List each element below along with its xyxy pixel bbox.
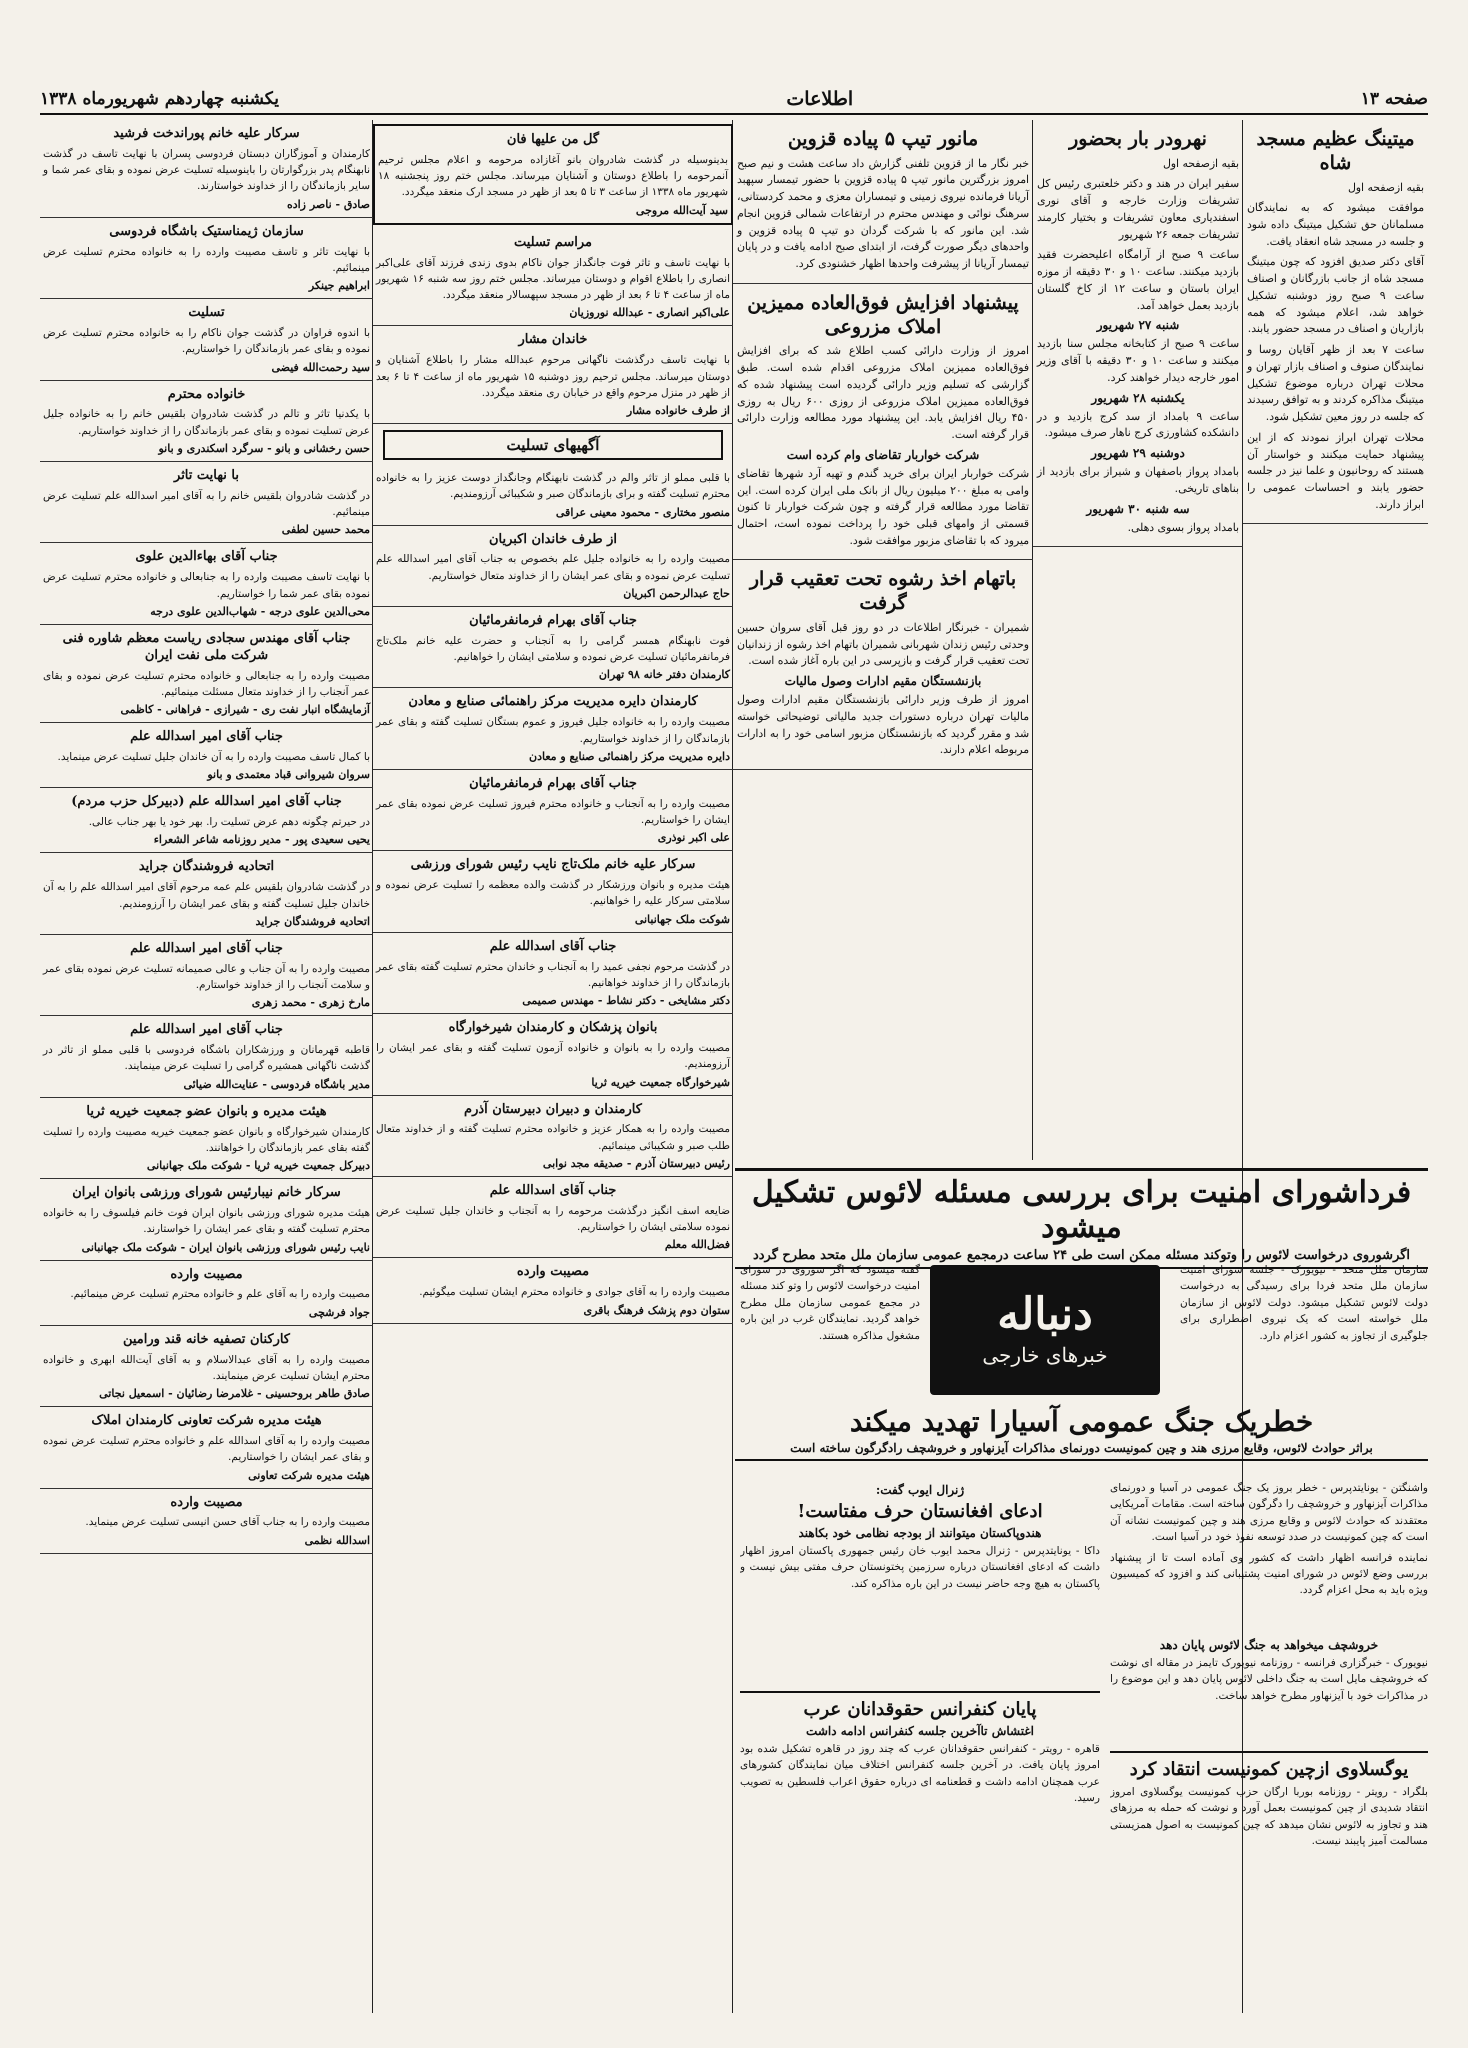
notice (373, 933, 733, 1014)
notice-text: در گذشت شادروان بلقیس خانم را به آقای امیر اسدالله علم تسلیت عرض مینمائیم. (43, 489, 370, 519)
notice (40, 462, 373, 543)
notice-signature: مارخ زهری - محمد زهری (251, 996, 370, 1010)
notice-signature: علی اکبر نوذری (657, 831, 730, 845)
notice-text: با یکدنیا تاثر و تالم در گذشت شادروان بلقیس خانم را به خانواده جلیل عرض تسلیت نموده و بقای عمر بازماندگان را از خداوند خواستاریم. (43, 408, 370, 437)
headline: نهرودر بار بحضور (1069, 128, 1207, 150)
notice-text: کارمندان شیرخوارگاه و بانوان عضو جمعیت خیریه مصیبت وارده را تسلیت گفته بقای عمر بازماندگان را خواهانند. (43, 1125, 370, 1154)
notice (373, 466, 733, 526)
paragraph: بامداد پرواز باصفهان و شیراز برای بازدید از بناهای تاریخی. (1037, 465, 1239, 495)
notice-title: سازمان ژیمناستیک باشگاه فردوسی (109, 223, 304, 239)
notice (40, 381, 373, 462)
notice-title: جناب آقای بهرام فرمانفرمائیان (469, 775, 637, 791)
notice-signature: هیئت مدیره شرکت تعاونی (248, 1468, 370, 1482)
notice-title: تسلیت (188, 305, 225, 321)
headline: میتینگ عظیم مسجد شاه (1256, 128, 1415, 174)
banner-title: دنباله (997, 1289, 1093, 1340)
notice (373, 770, 733, 851)
day-heading: دوشنبه ۲۹ شهریور (1091, 446, 1185, 461)
un-security-council-headline (735, 1168, 1428, 1269)
notice-text: مصیبت وارده را به خانواده جلیل علم بخصوص به جناب آقای امیر اسدالله علم تسلیت عرض نموده و بقای عمر ایشان را از خداوند متعال خواستاریم. (376, 553, 730, 582)
notice-title: سرکار علیه خانم پوراندخت فرشید (113, 126, 300, 141)
notice-text: مصیبت وارده را به آن جناب و عالی صمیمانه تسلیت عرض نموده بقای عمر و سلامت آنجناب را از خداوند خواستارم. (43, 962, 370, 991)
notice (373, 229, 733, 327)
paragraph: بقیه ازصفحه اول (1162, 156, 1239, 170)
notice-signature: آزمایشگاه انبار نفت ری - شیرازی - فراهانی - کاظمی (120, 703, 370, 717)
article-bribery (733, 560, 1033, 770)
notice-signature: صادق طاهر بروحسینی - غلامرضا رضائیان - اسمعیل نجاتی (99, 1387, 370, 1401)
notice-title: کارمندان دایره مدیریت مرکز راهنمائی صنایع و معادن (408, 694, 698, 710)
news-column (1180, 1262, 1428, 1400)
notice-signature: رئیس دبیرستان آذرم - صدیقه مجد نوابی (542, 1156, 730, 1170)
notice-title: جناب آقای امیر اسدالله علم (دبیرکل حزب مردم) (71, 794, 342, 810)
notice-text: مصیبت وارده را به بانوان و خانواده آزمون تسلیت گفته و بقای عمر ایشان را آرزومندیم. (376, 1042, 730, 1071)
khrushchev-article (1110, 1635, 1428, 1740)
notice-text: با اندوه فراوان در گذشت جوان ناکام را به خانواده محترم تسلیت عرض نموده و بقای عمر بازماندگان را خواستاریم. (43, 327, 370, 356)
notice-signature: ستوان دوم پزشک فرهنگ باقری (583, 1303, 730, 1317)
notice-title: سرکار علیه خانم ملک‌تاج نایب رئیس شورای ورزشی (410, 857, 696, 873)
notice-title: هیئت مدیره و بانوان عضو جمعیت خیریه ثریا (86, 1103, 327, 1119)
notice-title: مصیبت وارده (170, 1266, 243, 1282)
notice (40, 1326, 373, 1407)
notice (373, 1096, 733, 1177)
article-nehru (1033, 120, 1243, 547)
banner-subtitle: خبرهای خارجی (982, 1343, 1108, 1367)
notice (373, 1258, 733, 1323)
headline: باتهام اخذ رشوه تحت تعقیب قرار گرفت (749, 568, 1017, 615)
notice-title: کارمندان و دبیران دبیرستان آذرم (464, 1101, 642, 1117)
notice-text: مصیبت وارده را به همکار عزیز و خانواده محترم تسلیت گفته و از خداوند متعال طلب صبر و شکیبائی مینمائیم. (376, 1123, 730, 1152)
subheadline: هندوپاکستان میتوانند از بودجه نظامی خود بکاهند (798, 1526, 1042, 1540)
paragraph: شمیران - خبرنگار اطلاعات در دو روز قبل آقای سروان حسین وحدتی رئیس زندان شهربانی شمیران باتهام اخذ رشوه از زندانیان تحت تعقیب قرار گرفت و بازپرسی در این باره آغاز شده است. (737, 620, 1029, 668)
column-2 (1033, 120, 1243, 1160)
notice-signature: دبیرکل جمعیت خیریه ثریا - شوکت ملک جهانبانی (146, 1159, 370, 1173)
paragraph: آقای دکتر صدیق افزود که چون میتینگ مسجد شاه از جانب بازرگانان و اصناف ساعت ۹ صبح روز دوشنبه تشکیل خواهد شد، اعلام میشود که همه بازاریان و اصناف در مسجد حضور یابند. (1247, 255, 1424, 336)
paper-title: اطلاعات (786, 88, 854, 110)
notice-text: مصیبت وارده را به آقای عبدالاسلام و به آقای آیت‌الله ابهری و خانواده محترم ایشان تسلیت عرض مینمایند. (43, 1353, 370, 1382)
notice-title: گل من علیها فان (506, 132, 600, 147)
notice-title: با نهایت تاثر (174, 467, 239, 483)
notice-title: جناب آقای مهندس سجادی ریاست معظم شاوره فنی شرکت ملی نفت ایران (62, 630, 351, 663)
day-heading: سه شنبه ۳۰ شهریور (1086, 501, 1190, 516)
subheadline: اگرشوروی درخواست لائوس را وتوکند مسئله ممکن است طی ۲۴ ساعت درمجمع عمومی سازمان ملل متحد مطرح گردد (752, 1248, 1411, 1263)
notice-signature: اتحادیه فروشندگان جراید (255, 914, 370, 928)
asia-war-headline (735, 1405, 1428, 1461)
divider (740, 1691, 1100, 1693)
column-3 (733, 120, 1033, 1160)
notice (373, 607, 733, 688)
paragraph: ساعت ۹ بامداد از سد کرج بازدید و در دانشکده کشاورزی کرج ناهار صرف میشود. (1037, 409, 1240, 440)
notice-title: خاندان مشار (518, 332, 588, 348)
divider (1110, 1751, 1428, 1753)
paragraph: واشنگتن - یونایتدپرس - خطر بروز یک جنگ عمومی در آسیا و دورنمای مذاکرات آیزنهاور و خروشچف را دگرگون ساخته است. مقامات آمریکایی معتقدند که حوادث لائوس و وقایع مرزی هند و چین کمونیست نشانه آن است که چین کمونیست در صدد توسعه نفوذ خود در آسیا است. (1110, 1482, 1428, 1544)
notice (40, 853, 373, 934)
notice (40, 1407, 373, 1488)
notice-text: مصیبت وارده را به آقای اسدالله علم و خانواده محترم تسلیت عرض نموده و بقای عمر ایشان را خواستاریم. (43, 1435, 370, 1464)
notice-signature: سید آیت‌الله مروجی (635, 203, 728, 217)
article-assessors (733, 284, 1033, 561)
notice-signature: علی‌اکبر انصاری - عبدالله نوروزیان (569, 306, 730, 320)
notice-signature: دکتر مشایخی - دکتر نشاط - مهندس صمیمی (522, 994, 730, 1008)
notice-text: با نهایت تاسف درگذشت ناگهانی مرحوم عبدالله مشار را باطلاع آشنایان و دوستان میرساند. مجلس ترحیم روز دوشنبه ۱۵ شهریور ماه از ساعت ۴ تا ۶ بعد از ظهر در منزل مرحوم واقع در خیابان ری منعقد میگردد. (376, 354, 731, 399)
notice-text: با قلبی مملو از تاثر والم در گذشت نابهنگام وجانگداز دوست عزیز را به خانواده محترم تسلیت گفته و برای بازماندگان صبر و شکیبائی آرزومندیم. (376, 472, 730, 501)
notice-title: هیئت مدیره شرکت تعاونی کارمندان املاک (91, 1413, 322, 1429)
notice-title: جناب آقای امیر اسدالله علم (130, 1022, 283, 1038)
notice-title: جناب آقای اسدالله علم (489, 938, 617, 954)
paragraph: داکا - یونایتدپرس - ژنرال محمد ایوب خان رئیس جمهوری پاکستان امروز اظهار داشت که ادعای افغانستان درباره سرزمین پختونستان حرف مفتی بیش نیست و پاکستان به هیچ وجه حاضر نیست در این باره مذاکره کند. (740, 1545, 1100, 1590)
notice-text: در گذشت شادروان بلقیس علم عمه مرحوم آقای امیر اسدالله علم را به آن خاندان جلیل تسلیت گفته و بقای عمر ایشان را آرزومندیم. (43, 881, 370, 910)
arab-lawyers-article (740, 1685, 1100, 1995)
paragraph: موافقت میشود که به نمایندگان مسلمانان حق تشکیل میتینگ داده شود و جلسه در مسجد شاه انعقاد یافت. (1247, 201, 1424, 248)
column-4 (373, 120, 733, 2010)
notice-signature: منصور مختاری - محمود معینی عراقی (555, 505, 730, 519)
notice (373, 326, 733, 424)
notice (40, 1016, 373, 1097)
notice (40, 543, 373, 624)
notice-signature: محمد حسین لطفی (281, 523, 370, 537)
yugoslavia-article (1110, 1745, 1428, 2000)
notice-text: با نهایت تاسف و تاثر فوت جانگداز جوان ناکام بدوی زندی فرزند آقای علی‌اکبر انصاری را باطلاع اقوام و دوستان میرساند. مجلس ختم روز سه شنبه ۱۶ شهریور ماه از ساعت ۴ تا ۶ بعد از ظهر در مسجد سپهسالار منعقد میگردد. (376, 256, 731, 302)
paragraph: محلات تهران ابراز نمودند که از این پیشنهاد حمایت میکنند و خواستار آن هستند که روحانیون و علما نیز در جلسه حضور یابند و احساسات عمومی را ابراز دارند. (1247, 430, 1424, 511)
notice (40, 1098, 373, 1179)
notice (40, 1489, 373, 1554)
page-number: صفحه ۱۳ (1360, 89, 1428, 109)
notice-text: مصیبت وارده را به جناب آقای حسن انیسی تسلیت عرض مینماید. (85, 1516, 370, 1529)
notice-signature: صادق - ناصر زاده (286, 197, 370, 211)
paragraph: امروز از وزارت دارائی کسب اطلاع شد که برای افزایش فوق‌العاده ممیزین املاک مزروعی اقدام شده است. طبق گزارشی که تسلیم وزیر دارائی گردیده است پیشنهاد شده که فوق‌العاده ممیزین املاک مزروعی از روزی ۶۰۰ ریال به روزی ۴۵۰ ریال افزایش یابد. این پیشنهاد مورد مطالعه وزارت دارائی قرار گرفته است. (737, 344, 1029, 442)
notice-text: ضایعه اسف انگیز درگذشت مرحومه را به آنجناب و خاندان جلیل تسلیت عرض نموده سلامتی ایشان را خواستاریم. (376, 1204, 730, 1234)
notice (40, 788, 373, 853)
notice-signature: دایره مدیریت مرکز راهنمائی صنایع و معادن (529, 749, 730, 763)
afghanistan-article (740, 1480, 1100, 1675)
paragraph: سفیر ایران در هند و دکتر خلعتبری رئیس کل تشریفات وزارت خارجه و آقای نوری اسفندیاری معاون تشریفات و بختیار کارمند تشریفات جمعه ۲۶ شهریور (1037, 177, 1239, 241)
notice-signature: شیرخوارگاه جمعیت خیریه ثریا (591, 1075, 730, 1089)
notice-title: سرکار خانم نیبارئیس شورای ورزشی بانوان ایران (72, 1185, 341, 1201)
masthead (40, 85, 1428, 115)
article-mosque-rally (1243, 120, 1428, 524)
notice-text: مصیبت وارده را به جنابعالی و خانواده محترم تسلیت عرض نموده و بقای عمر آنجناب را از خداوند متعال مسئلت مینمائیم. (43, 669, 370, 698)
paragraph: قاهره - رویتر - کنفرانس حقوقدانان عرب که چند روز در قاهره تشکیل شده بود امروز پایان یافت. در آخرین جلسه کنفرانس اختلاف میان نمایندگان کشورهای عرب همچنان ادامه داشت و قطعنامه ای درباره حقوق اعراب فلسطین به تصویب رسید. (740, 1743, 1100, 1805)
subheading: شرکت خواربار تقاضای وام کرده است (786, 447, 980, 462)
notice (40, 625, 373, 723)
notice-signature: فضل‌الله معلم (664, 1238, 730, 1252)
headline: فرداشورای امنیت برای بررسی مسئله لائوس تشکیل میشود (751, 1175, 1412, 1245)
notice-title: بانوان پزشکان و کارمندان شیرخوارگاه (448, 1020, 658, 1036)
notice-signature: اسدالله نظمی (304, 1533, 370, 1547)
notice-text: در حیرتم چگونه دهم عرض تسلیت را. بهر خود یا بهر جناب عالی. (88, 816, 370, 829)
headline: خروشچف میخواهد به جنگ لائوس پایان دهد (1159, 1638, 1379, 1652)
notice-text: هیئت مدیره شورای ورزشی بانوان ایران فوت خانم فیلسوف را به خانواده محترم تسلیت گفته و بقای عمر ایشان را خواستارند. (43, 1207, 370, 1236)
notice (373, 688, 733, 769)
headline: خطریک جنگ عمومی آسیارا تهدید میکند (849, 1405, 1314, 1438)
paragraph: بقیه ازصفحه اول (1347, 180, 1424, 194)
notice-title: جناب آقای بهرام فرمانفرمائیان (469, 613, 637, 629)
notice-signature: حاج عبدالرحمن اکبریان (623, 587, 730, 601)
notice (373, 1014, 733, 1095)
notice-title: از طرف خاندان اکبریان (488, 531, 618, 547)
headline: پیشنهاد افزایش فوق‌العاده ممیزین املاک مزروعی (747, 291, 1019, 338)
notice-text: در گذشت مرحوم نجفی عمید را به آنجناب و خاندان محترم تسلیت گفته بقای عمر بازماندگان را از خداوند خواهانیم. (376, 960, 730, 989)
headline: یوگسلاوی ازچین کمونیست انتقاد کرد (1129, 1759, 1409, 1780)
paragraph: خبر نگار ما از قزوین تلفنی گزارش داد ساعت هشت و نیم صبح امروز بزرگترین مانور تیپ ۵ پیاده قزوین با حضور تیمسار سپهبد آریانا فرمانده نیروی زمینی و تیمساران معزی و محمد کردستانی، سرهنگ نوائی و مهندس محترم در ارتفاعات شمالی قزوین انجام شد. این مانور که با شرکت گردان دو تیپ ۵ پیاده قزوین و واحدهای دیگر صورت گرفت، از ابتدای صبح ادامه یافت و در پایان تیمسار آریانا از پیشرفت واحدها اظهار خشنودی کرد. (737, 156, 1029, 271)
paragraph: بامداد پرواز بسوی دهلی. (1127, 520, 1239, 534)
notice-title: مصیبت وارده (170, 1494, 243, 1510)
notice (40, 120, 373, 218)
kicker: ژنرال ایوب گفت: (875, 1483, 965, 1497)
notice-signature: سروان شیروانی قباد معتمدی و بانو (207, 768, 370, 782)
notice-text: مصیبت وارده را به خانواده جلیل فیروز و عموم بستگان تسلیت گفته و بقای عمر بازماندگان را از خداوند خواستاریم. (376, 716, 730, 745)
notice (40, 1179, 373, 1260)
paragraph: شرکت خواربار ایران برای خرید گندم و تهیه آرد شهرها تقاضای وامی به مبلغ ۲۰۰ میلیون ریال از بانک ملی ایران کرده است. این تقاضا مورد مطالعه قرار گرفته و چون شرکت خواربار تا کنون قسمتی از وامهای قبلی خود را پرداخت نموده است، احتمال میرود که با تقاضای مزبور موافقت شود. (737, 466, 1029, 547)
headline: پایان کنفرانس حقوقدانان عرب (803, 1699, 1037, 1720)
subheading: بازنشستگان مقیم ادارات وصول مالیات (784, 674, 982, 689)
notice (40, 723, 373, 788)
notice-text: قاطبه قهرمانان و ورزشکاران باشگاه فردوسی با قلبی مملو از تاثر در گذشت ناگهانی همشیره گرامی را تسلیت عرض مینمایند. (43, 1044, 370, 1073)
notice (40, 935, 373, 1016)
paragraph: نماینده فرانسه اظهار داشت که کشور وی آماده است تا از پیشنهاد بررسی وضع لائوس در شورای امنیت پشتیبانی کند و افزود که کمیسیون ویژه باید به محل اعزام گردد. (1110, 1551, 1428, 1597)
news-column (740, 1262, 920, 1400)
notice-text: با کمال تاسف مصیبت وارده را به آن خاندان جلیل تسلیت عرض مینماید. (57, 751, 370, 763)
day-heading: شنبه ۲۷ شهریور (1096, 318, 1180, 333)
notice-title: مصیبت وارده (516, 1264, 590, 1280)
notice-text: مصیبت وارده را به آنجناب و خانواده محترم فیروز تسلیت عرض نموده بقای عمر ایشان را خواستاریم. (376, 797, 730, 827)
notice-text: بدینوسیله در گذشت شادروان بانو آغازاده مرحومه و اعلام مجلس ترحیم آنمرحومه را باطلاع دوستان و آشنایان میرساند. مجلس ختم روز پنجشنبه ۱۸ شهریور ماه ۱۳۳۸ از ساعت ۳ تا ۵ بعد از ظهر در مسجد ارک منعقد میگردد. (378, 153, 728, 199)
notice-title: جناب آقای بهاءالدین علوی (135, 549, 278, 565)
paragraph: سازمان ملل متحد - نیویورک - جلسه شورای امنیت سازمان ملل متحد فردا برای رسیدگی به درخواست دولت لائوس تشکیل میشود. دولت لائوس از سازمان ملل خواسته است که یک نیروی اضطراری برای جلوگیری از تجاوز به کشور اعزام دارد. (1180, 1264, 1428, 1342)
issue-date: یکشنبه چهاردهم شهریورماه ۱۳۳۸ (40, 89, 279, 109)
notice-text: فوت نابهنگام همسر گرامی را به آنجناب و حضرت علیه خانم ملک‌تاج فرمانفرمائیان تسلیت عرض نموده و سلامتی ایشان را خواهانیم. (376, 634, 730, 664)
paragraph: ساعت ۹ صبح از کتابخانه مجلس سنا بازدید میکنند و ساعت ۱۰ و ۳۰ دقیقه با آقای وزیر امور خارجه دیدار خواهند کرد. (1037, 337, 1240, 384)
paragraph: بلگراد - رویتر - روزنامه بوربا ارگان حزب کمونیست یوگسلاوی امروز انتقاد شدیدی از چین کمونیست بعمل آورد و نوشت که حمله به مرزهای هند و تجاوز به لائوس نشان میدهد که چین کمونیست به اصول همزیستی مسالمت آمیز پایبند نیست. (1110, 1786, 1428, 1848)
notice (373, 124, 733, 225)
news-column (1110, 1480, 1428, 1630)
notice (373, 1177, 733, 1258)
notice (373, 851, 733, 932)
paragraph: گفته میشود که اگر شوروی در شورای امنیت درخواست لائوس را وتو کند مسئله در مجمع عمومی سازمان ملل مطرح خواهد گردید. نمایندگان غرب در این باره مشغول مذاکره هستند. (740, 1264, 920, 1342)
column-1 (1243, 120, 1428, 1160)
notice-title: خانواده محترم (167, 386, 246, 402)
notice-text: با نهایت تاثر و تاسف مصیبت وارده را به خانواده محترم تسلیت عرض مینمائیم. (43, 245, 370, 274)
subheadline: اغتشاش تاآخرین جلسه کنفرانس ادامه داشت (806, 1724, 1034, 1738)
notice-signature: سید رحمت‌الله فیضی (271, 360, 370, 374)
section-heading: آگهیهای تسلیت (383, 430, 723, 460)
notice-title: جناب آقای امیر اسدالله علم (130, 940, 283, 956)
headline: ادعای افغانستان حرف مفتاست! (797, 1501, 1043, 1522)
notice (373, 526, 733, 607)
notice-title: جناب آقای اسدالله علم (489, 1182, 617, 1198)
notice-signature: جواد فرشچی (308, 1305, 370, 1319)
notice (40, 1261, 373, 1326)
paragraph: نیویورک - خبرگزاری فرانسه - روزنامه نیویورک تایمز در مقاله ای نوشت که خروشچف مایل است به جنگ داخلی لائوس پایان دهد و این موضوع را در مذاکرات خود با آیزنهاور مطرح خواهد ساخت. (1110, 1657, 1428, 1702)
notice-signature: ابراهیم جینکر (308, 279, 370, 293)
notice-signature: یحیی سعیدی پور - مدیر روزنامه شاعر الشعراء (153, 833, 370, 847)
notice (40, 299, 373, 380)
notice (40, 218, 373, 299)
notice-signature: مدیر باشگاه فردوسی - عنایت‌الله ضیائی (183, 1077, 370, 1091)
article-maneuver (733, 120, 1033, 284)
notice-signature: شوکت ملک جهانبانی (634, 912, 730, 926)
notice-signature: کارمندان دفتر خانه ۹۸ تهران (598, 668, 730, 682)
notice-title: کارکنان تصفیه خانه قند ورامین (122, 1331, 290, 1347)
foreign-news-banner (930, 1265, 1160, 1395)
notice-title: اتحادیه فروشندگان جراید (138, 859, 275, 875)
paragraph: ساعت ۷ بعد از ظهر آقایان روسا و نمایندگان صنوف و اصناف بازار تهران و محلات تهران درباره موضوع تشکیل میتینگ مذاکره کردند و به توافق رسیدند که جلسه در روز معین تشکیل شود. (1247, 343, 1424, 424)
notice-signature: از طرف خانواده مشار (626, 404, 730, 418)
notice-text: با نهایت تاسف مصیبت وارده را به جنابعالی و خانواده محترم تسلیت عرض نموده بقای عمر شما را خواستاریم. (43, 571, 370, 600)
notice-signature: محی‌الدین علوی درجه - شهاب‌الدین علوی درجه (150, 604, 370, 618)
subheadline: براثر حوادث لائوس، وقایع مرزی هند و چین کمونیست دورنمای مذاکرات آیزنهاور و خروشچف رادگرگون ساخته است (790, 1441, 1373, 1455)
column-5 (40, 120, 373, 2010)
notice-text: مصیبت وارده را به آقای جوادی و خانواده محترم ایشان تسلیت میگوئیم. (419, 1286, 730, 1299)
notice-text: هیئت مدیره و بانوان ورزشکار در گذشت والده معظمه را تسلیت عرض نموده و سلامتی سرکار علیه را خواهانیم. (376, 879, 730, 908)
notice-title: جناب آقای امیر اسدالله علم (130, 729, 283, 745)
notice-signature: حسن رخشانی و بانو - سرگرد اسکندری و بانو (158, 441, 370, 455)
paragraph: امروز از طرف وزیر دارائی بازنشستگان مقیم ادارات وصول مالیات تهران درباره دستورات جدید مالیاتی توضیحاتی خواسته شد و مقرر گردید که بازنشستگان مزبور اسامی خود را به ادارات مربوطه اعلام دارند. (737, 693, 1029, 757)
headline: مانور تیپ ۵ پیاده قزوین (787, 128, 979, 150)
notice-text: کارمندان و آموزگاران دبستان فردوسی پسران با نهایت تاسف در گذشت نابهنگام پدر بزرگوارتان را باینوسیله تسلیت عرض نموده و بقای عمر شما و سایر بازماندگان را از خداوند خواستارند. (43, 147, 370, 193)
notice-signature: نایب رئیس شورای ورزشی بانوان ایران - شوکت ملک جهانبانی (81, 1240, 370, 1254)
notice-text: مصیبت وارده را به آقای علم و خانواده محترم تسلیت عرض مینمائیم. (70, 1288, 370, 1301)
notice-title: مراسم تسلیت (513, 234, 593, 250)
day-heading: یکشنبه ۲۸ شهریور (1091, 390, 1185, 405)
paragraph: ساعت ۹ صبح از آرامگاه اعلیحضرت فقید بازدید میکنند. ساعت ۱۰ و ۳۰ دقیقه از موزه ایران باستان و ساعت ۱۲ از کاخ گلستان بازدید بعمل خواهد آمد. (1037, 248, 1240, 312)
